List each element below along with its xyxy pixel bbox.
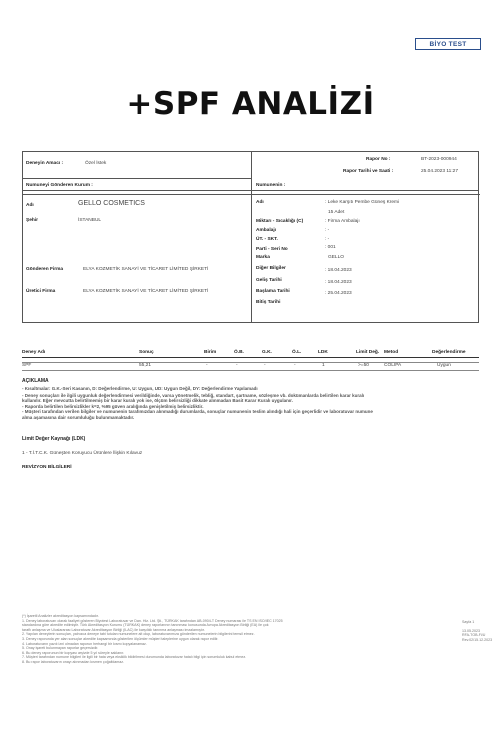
results-header-ol: Ö.L. <box>292 350 302 355</box>
result-ol: - <box>294 363 296 368</box>
logo-text: BİYO TEST <box>429 40 467 48</box>
footer-line: 6. Bu deney raporunun bir kopyası arşivde 5 yıl süreyle saklanır. <box>22 650 125 655</box>
quantity-value: 15 Adet <box>328 210 345 215</box>
packaging-dash: : - <box>325 228 330 233</box>
brand-value: GELLO <box>328 255 344 260</box>
result-evaluation: Uygun <box>437 363 451 368</box>
sender-institution-label: Numuneyi Gönderen Kurum : <box>26 183 93 188</box>
footer-line: standardına göre akredite edilmiştir. Türk Akreditasyon Kurumu (TÜRKAK) deney raporlarının tanınması konusunda Avrupa Akreditasyon Birliği (EA) ile çok <box>22 623 269 628</box>
start-date-label: Başlama Tarihi <box>256 289 290 294</box>
sender-company-label: Gönderen Firma <box>26 267 64 272</box>
ut-skt-value: : - <box>325 237 330 242</box>
batch-value: : 001 <box>325 245 336 250</box>
result-gk: - <box>264 363 266 368</box>
footer-notes <box>22 614 462 665</box>
footer-line: 4. Laboratuvarın yazılı izni olmadan raporun herhangi bir kısmı kopyalanamaz. <box>22 641 147 646</box>
footer-line: 5. Onay işareti bulunmayan raporlar geçersizdir. <box>22 646 99 651</box>
footer-line: 1. Deney laboratuvarı olarak faaliyet gösteren Biyotest Laboratuvar ve Dan. Hiz. Ltd. Şti., TÜRKAK tarafından AB-0904-T Deney numarası ile TS EN ISO/IEC 17025 <box>22 618 283 623</box>
note-line: - Müşteri tarafından verilen bilgiler ve numunenin tarafımızdan alınmadığı durumlarda, sonuçlar numunenin teslim alındığı hali için geçerlidir ve laboratuvar numune <box>22 409 373 414</box>
footer-line: (*) İşaretli Analizler akreditasyon kapsamındadır. <box>22 614 99 618</box>
result-ob: - <box>236 363 238 368</box>
brand-label: Marka <box>256 255 270 260</box>
purpose-value: Özel İstek <box>85 161 107 166</box>
footer-revision: Rev.02/15.12.2023 <box>462 637 493 642</box>
results-header-result: Sonuç <box>139 350 154 355</box>
note-line: - Deney sonuçları ile ilgili uygunluk değerlendirmesi verildiğinde, varsa yönetmelik, tebliğ, standart, şartname, sözleşme vb. dokümanlarda belirtilen karar kuralı <box>22 392 365 398</box>
results-top-border <box>22 357 479 358</box>
result-ldk: 1 <box>322 363 325 368</box>
note-line: alma aşamasına dair sorumluluğu bulunmamaktadır. <box>22 414 135 420</box>
batch-label: Parti - Seri No <box>256 247 288 252</box>
results-header-border <box>22 362 479 363</box>
note-line: - Raporda belirtilen belirsizlikler k=2, %95 güven aralığında genişletilmiş belirsizliktir. <box>22 403 204 409</box>
results-header-evaluation: Değerlendirme <box>432 350 466 355</box>
result-limit: >=50 <box>358 363 369 368</box>
result-test-name: SPF <box>22 363 32 368</box>
footer-line: taraflı anlaşma ve Uluslararası Laboratuvar Akreditasyon Birliği (ILAC) ile karşılıklı tanınma anlaşması imzalamıştır. <box>22 627 205 632</box>
end-date-label: Bitiş Tarihi <box>256 300 281 305</box>
page-title: +SPF ANALİZİ <box>126 86 375 122</box>
note-line: kullanılır. Eğer mevcutta belirtilmemiş bir karar kuralı yok ise, ölçüm belirsizliği dikkate alınmadan Basit Karar Kuralı uygulanır. <box>22 398 293 403</box>
arrival-date-value: : 18.04.2023 <box>325 280 352 285</box>
producer-label: Üretici Firma <box>26 289 56 294</box>
results-bottom-border <box>22 370 479 371</box>
result-value: 55,21 <box>139 363 152 368</box>
results-header-gk: G.K. <box>262 350 272 355</box>
results-header-unit: Birim <box>204 350 217 355</box>
results-header-limit: Limit Değ. <box>356 350 380 355</box>
notes-heading: AÇIKLAMA <box>22 378 49 384</box>
footer-line: 2. Yapılan deneylerin sonuçları, yalnızca deneye tabi tutulan numunelere ait olup, laboratuvarımıza gönderilen numunelerin bilgilerini temsil etmez. <box>22 632 255 637</box>
city-value: İSTANBUL <box>78 218 102 223</box>
column-divider <box>251 152 252 190</box>
report-header-table <box>22 151 479 191</box>
packaging-label: Ambalajı <box>256 228 276 233</box>
report-date-label: Rapor Tarihi ve Saati : <box>343 169 394 174</box>
result-unit: - <box>206 363 208 368</box>
sample-label: Numunenin : <box>256 183 286 188</box>
notes-body <box>22 386 482 420</box>
name-value: GELLO COSMETICS <box>78 200 145 207</box>
producer-value: ELYA KOZMETİK SANAYİ VE TİCARET LİMİTED ŞİRKETİ <box>83 289 209 294</box>
sample-name-label: Adı <box>256 200 264 205</box>
report-no-label: Rapor No : <box>366 157 391 162</box>
limit-source-heading: Limit Değer Kaynağı (LDK) <box>22 436 86 442</box>
company-logo <box>415 38 481 50</box>
packaging-value: : Firma Ambalajı <box>325 219 360 224</box>
other-info-value: : 18.04.2023 <box>325 268 352 273</box>
city-label: Şehir <box>26 218 38 223</box>
result-method: COLIPA <box>384 363 402 368</box>
footer-date: 13.05.2023 <box>462 628 480 633</box>
results-header-method: Metod <box>384 350 399 355</box>
limit-source-line: 1 - T.İ.T.C.K. Güneşten Koruyucu Ürünlere İlişkin Kılavuz <box>22 451 143 456</box>
report-no-value: BT-2023-000944 <box>421 157 457 162</box>
revision-heading: REVİZYON BİLGİLERİ <box>22 465 72 470</box>
note-line: - Kısaltmalar: G.K.-Seri Kasanın, D: Değerlendirme, U: Uygun, UD: Uygun Değil, DY: Değerlendirme Yapılamadı <box>22 386 258 391</box>
sample-info-table <box>22 191 479 323</box>
purpose-label: Deneyin Amacı : <box>26 161 64 166</box>
results-header-ob: Ö.B. <box>234 350 244 355</box>
row-divider <box>23 178 251 179</box>
page-number: Sayfa 1 <box>462 620 475 624</box>
arrival-date-label: Geliş Tarihi <box>256 278 282 283</box>
quantity-label: Miktarı - Sıcaklığı (C) <box>256 219 304 224</box>
report-date-value: 25.04.2023 11:27 <box>421 169 458 174</box>
ut-skt-label: ÜT. - SKT. <box>256 237 278 242</box>
footer-form-code: RFA-TOB-Fi/U <box>462 633 486 638</box>
footer-line: 8. Bu rapor laboratuvarın onayı alınmadan kısmen çoğaltılamaz. <box>22 659 125 664</box>
footer-line: 3. Deney raporunda yer alan sonuçlar akredite kapsamında gösterilen ölçümler müşteri taleplerine uygun olarak rapor edilir. <box>22 636 219 641</box>
other-info-label: Diğer Bilgiler <box>256 266 286 271</box>
name-label: Adı <box>26 203 34 208</box>
footer-line: 7. Müşteri tarafından numune bilgileri ile ilgili bir hata veya eksiklik bildirilmesi durumunda laboratuvar hatalı bilgi için sorumluluk kabul etmez. <box>22 655 247 660</box>
sample-name-value: : Leke Karşıtı Pembe Güneş Kremi <box>325 200 400 205</box>
footer-page-info <box>462 620 492 642</box>
start-date-value: : 25.04.2023 <box>325 291 352 296</box>
results-header-test: Deney Adı <box>22 350 46 355</box>
results-header-ldk: LDK <box>318 350 328 355</box>
column-divider <box>251 191 252 322</box>
sender-company-value: ELYA KOZMETİK SANAYİ VE TİCARET LİMİTED ŞİRKETİ <box>83 267 209 272</box>
